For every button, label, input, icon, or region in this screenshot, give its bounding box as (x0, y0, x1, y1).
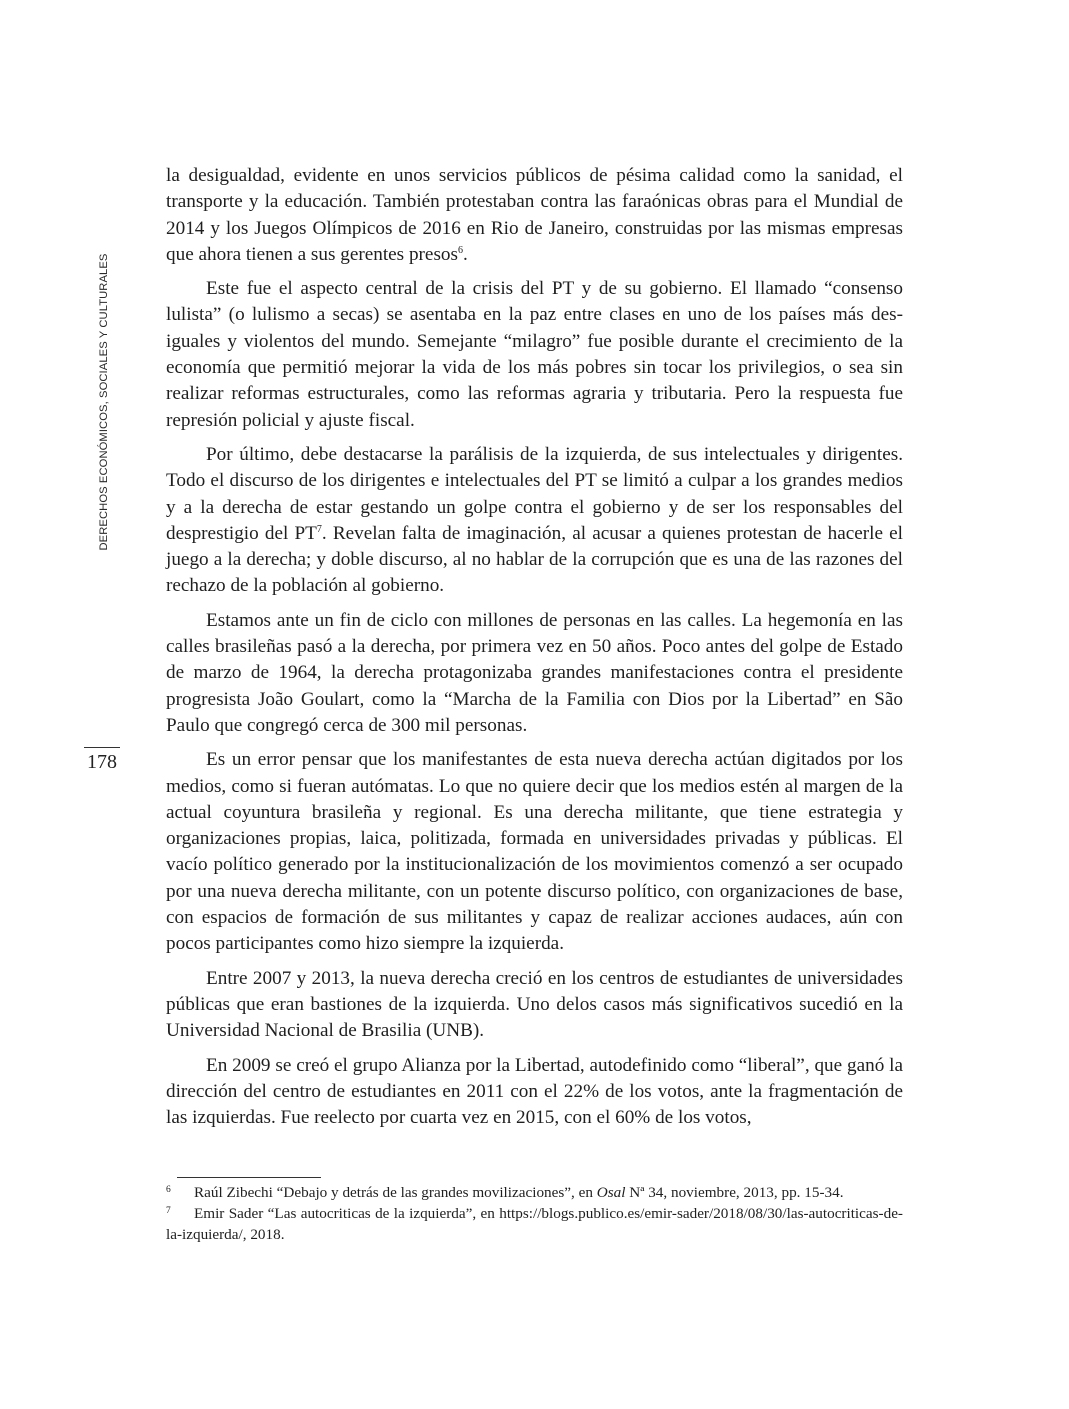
paragraph-6: Entre 2007 y 2013, la nueva derecha creció en los centros de estudiantes de universidades públicas que eran bastiones de la izquierda. Uno delos casos más significativos sucedió en la Universidad Nacional de Brasilia (UNB). (166, 967, 903, 1042)
body-text (166, 163, 903, 1139)
page-number-rule (84, 747, 120, 748)
paragraph-text-tail: . (462, 243, 468, 265)
paragraph-2: Este fue el aspecto central de la crisis del PT y de su gobierno. El llamado “consenso lulista” (o lulismo a secas) se asentaba en la paz entre clases en uno de los países más desiguales y violentos del mundo. Semejante “milagro” fue posible durante el crecimiento de la economía que permitió mejorar la vida de los más pobres sin tocar los privilegios, o sea sin realizar reformas estructurales, como las reformas agraria y tributaria. Pero la respuesta fue represión policial y ajuste fiscal. (166, 278, 903, 431)
footnote-ref-7: 7 (316, 523, 322, 535)
paragraph-4: Estamos ante un fin de ciclo con millones de personas en las calles. La hegemonía en las calles brasileñas pasó a la derecha, por primera vez en 50 años. Poco antes del golpe de Estado de marzo de 1964, la derecha protagonizaba grandes manifestaciones contra el presidente progresista João Goulart, como la “Marcha de la Familia con Dios por la Libertad” en São Paulo que congregó cerca de 300 mil personas. (166, 609, 903, 736)
paragraph-1 (166, 163, 903, 268)
footnote-rule (177, 1177, 321, 1178)
footnote-ref-6: 6 (457, 244, 463, 256)
paragraph-text: la desigualdad, evidente en unos servicios públicos de pésima calidad como la sanidad, el transporte y la educación. También protestaban contra las faraónicas obras para el Mundial de 2014 y los Juegos Olímpicos de 2016 en Rio de Janeiro, construidas por las mismas empresas que ahora tienen a sus gerentes presos (166, 165, 903, 265)
paragraph-5: Es un error pensar que los manifestantes de esta nueva derecha actúan digitados por los medios, como si fueran autómatas. Lo que no quiere decir que los medios estén al margen de la actual coyuntura brasileña y regional. Es una derecha militante, que tiene estrategia y organizaciones propias, laica, politizada, formada en universidades privadas y públicas. El vacío político generado por la institucionalización de los movimientos comenzó a ser ocupado por una nueva derecha militante, con un potente discurso político, con organizaciones de base, con espacios de formación de sus militantes y capaz de realizar acciones audaces, aún con pocos participantes como hizo siempre la izquierda. (166, 749, 903, 955)
footnote-7: 7 Emir Sader “Las autocriticas de la izquierda”, en https://blogs.publico.es/emir-sader/2018/08/30/las-autocriticas-de-la-izquierda/, 2018. (166, 1205, 903, 1243)
footnote-text: Raúl Zibechi “Debajo y detrás de las grandes movilizaciones”, en (194, 1184, 597, 1201)
footnote-text-tail: Nª 34, noviembre, 2013, pp. 15-34. (625, 1184, 844, 1201)
paragraph-text: Por último, debe destacarse la parálisis de la izquierda, de sus intelectuales y dirigentes. Todo el discurso de los dirigentes e intelectuales del PT se limitó a culpar a los grandes medios y a la derecha de estar gestando un golpe contra el gobierno y de ser los responsables del desprestigio del PT (166, 443, 903, 544)
footnote-text[interactable]: Emir Sader “Las autocriticas de la izquierda”, en https://blogs.publico.es/emir-sader/2018/08/30/las-autocriticas-de-la-izquierda/, 2018. (166, 1205, 903, 1243)
footnote-6: 6 Raúl Zibechi “Debajo y detrás de las grandes movilizaciones”, en Osal Nª 34, noviembre, 2013, pp. 15-34. (166, 1184, 844, 1201)
footnote-italic-title: Osal (596, 1184, 626, 1201)
footnotes (166, 1182, 903, 1245)
paragraph-text-tail: . Revelan falta de imaginación, al acusar a quienes protestan de hacerle el juego a la derecha; y doble discurso, al no hablar de la corrupción que es una de las razones del rechazo de la población al gobierno. (166, 522, 903, 597)
paragraph-3 (166, 442, 903, 600)
page-number: 178 (87, 751, 117, 773)
paragraph-7: En 2009 se creó el grupo Alianza por la Libertad, autodefinido como “liberal”, que ganó la dirección del centro de estudiantes en 2011 con el 22% de los votos, ante la fragmentación de las izquierdas. Fue reelecto por cuarta vez en 2015, con el 60% de los votos, (166, 1054, 903, 1129)
running-head: DERECHOS ECONÓMICOS, SOCIALES Y CULTURALES (98, 253, 110, 551)
